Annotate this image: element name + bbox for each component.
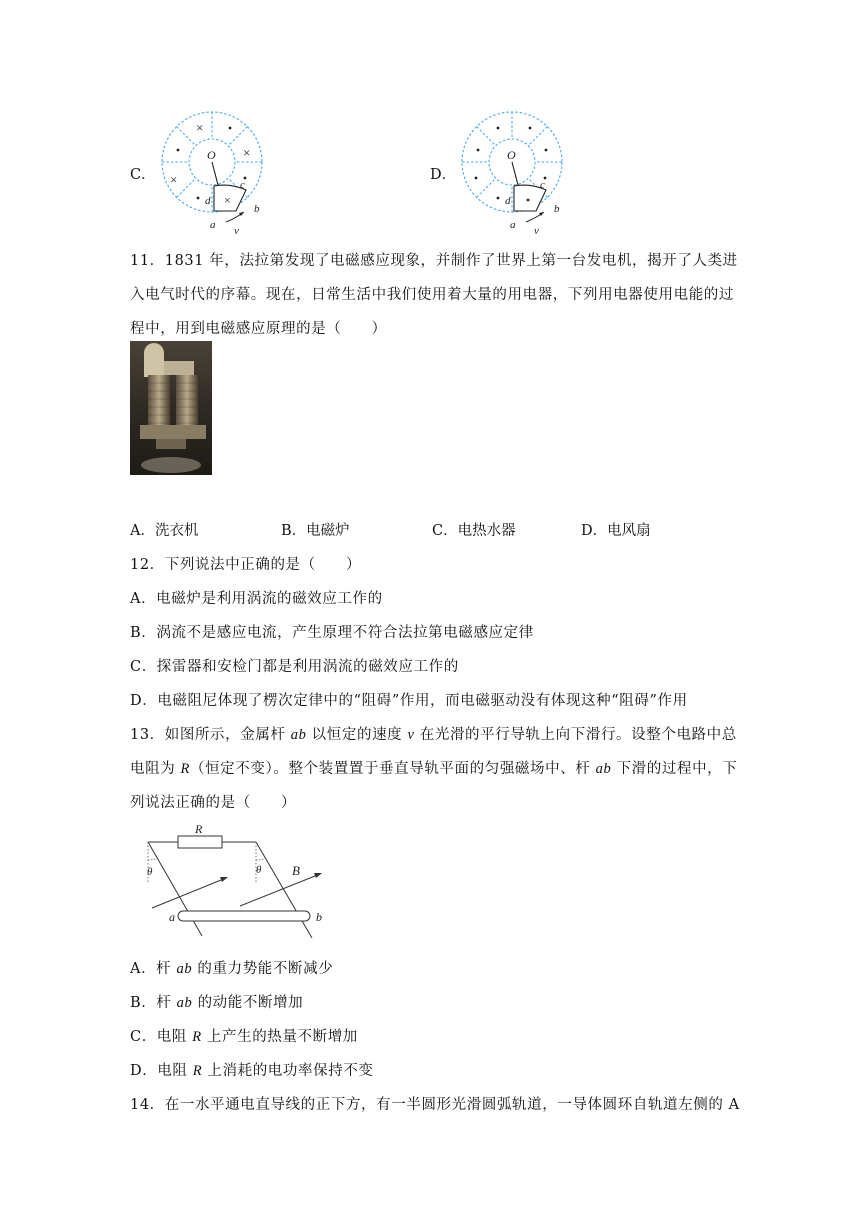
q13-option-d[interactable]: D．电阻 R 上消耗的电功率保持不变 xyxy=(130,1063,374,1079)
q13-stem-line1: 13．如图所示，金属杆 ab 以恒定的速度 v 在光滑的平行导轨上向下滑行。设整个电路中总 xyxy=(130,727,737,743)
vertex-label-c: c xyxy=(240,179,245,191)
center-label-o: O xyxy=(507,148,516,162)
vertex-label-a: a xyxy=(210,219,216,231)
generator-photo xyxy=(130,341,212,475)
q11-option-c[interactable]: C．电热水器 xyxy=(432,523,516,539)
q11-option-d[interactable]: D．电风扇 xyxy=(581,523,651,539)
svg-text:×: × xyxy=(243,145,251,160)
q13-option-a[interactable]: A．杆 ab 的重力势能不断减少 xyxy=(130,961,334,977)
angle-label-left: θ xyxy=(147,866,153,878)
velocity-label-v: v xyxy=(234,225,239,237)
svg-text:×: × xyxy=(224,193,231,207)
q10-figure-d xyxy=(458,110,570,238)
q13-rail-figure xyxy=(140,820,340,942)
vertex-label-c: c xyxy=(540,179,545,191)
resistor-label-r: R xyxy=(195,822,203,836)
q12-stem: 12．下列说法中正确的是（ ） xyxy=(130,557,362,573)
q10-option-d-label[interactable]: D． xyxy=(430,167,457,183)
q13-stem-line2: 电阻为 R（恒定不变）。整个装置置于垂直导轨平面的匀强磁场中、杆 ab 下滑的过程中，下 xyxy=(130,761,738,777)
vertex-label-b: b xyxy=(254,203,260,215)
q12-option-b[interactable]: B．涡流不是感应电流，产生原理不符合法拉第电磁感应定律 xyxy=(130,625,534,641)
q12-option-c[interactable]: C．探雷器和安检门都是利用涡流的磁效应工作的 xyxy=(130,659,459,675)
q13-option-b[interactable]: B．杆 ab 的动能不断增加 xyxy=(130,995,304,1011)
q12-option-a[interactable]: A．电磁炉是利用涡流的磁效应工作的 xyxy=(130,591,383,607)
vertex-label-a: a xyxy=(510,219,516,231)
field-label-b: B xyxy=(292,863,300,878)
q11-option-b[interactable]: B．电磁炉 xyxy=(281,523,350,539)
rod-end-label-b: b xyxy=(316,910,322,924)
angle-label-right: θ xyxy=(256,864,262,876)
q11-stem-line1: 11．1831 年，法拉第发现了电磁感应现象，并制作了世界上第一台发电机，揭开了人类进 xyxy=(130,253,738,269)
q11-stem-line2: 入电气时代的序幕。现在，日常生活中我们使用着大量的用电器，下列用电器使用电能的过 xyxy=(130,287,734,303)
vertex-label-b: b xyxy=(554,203,560,215)
q13-stem-line3: 列说法正确的是（ ） xyxy=(130,795,297,811)
q13-option-c[interactable]: C．电阻 R 上产生的热量不断增加 xyxy=(130,1029,358,1045)
resistor xyxy=(178,836,222,848)
q14-stem-line1: 14．在一水平通电直导线的正下方，有一半圆形光滑圆弧轨道，一导体圆环自轨道左侧的 A xyxy=(130,1097,740,1113)
velocity-label-v: v xyxy=(534,225,539,237)
q10-figure-c xyxy=(158,110,270,238)
q11-option-a[interactable]: A．洗衣机 xyxy=(130,523,199,539)
rod-end-label-a: a xyxy=(169,910,175,924)
q10-option-c-label[interactable]: C． xyxy=(130,167,156,183)
center-label-o: O xyxy=(207,148,216,162)
vertex-label-d: d xyxy=(505,195,511,207)
svg-text:×: × xyxy=(170,172,178,187)
svg-text:×: × xyxy=(196,120,204,135)
vertex-label-d: d xyxy=(205,195,211,207)
metal-rod-ab xyxy=(178,911,310,921)
q11-stem-line3: 程中，用到电磁感应原理的是（ ） xyxy=(130,321,387,337)
q12-option-d[interactable]: D．电磁阻尼体现了楞次定律中的“阻碍”作用，而电磁驱动没有体现这种“阻碍”作用 xyxy=(130,693,688,709)
